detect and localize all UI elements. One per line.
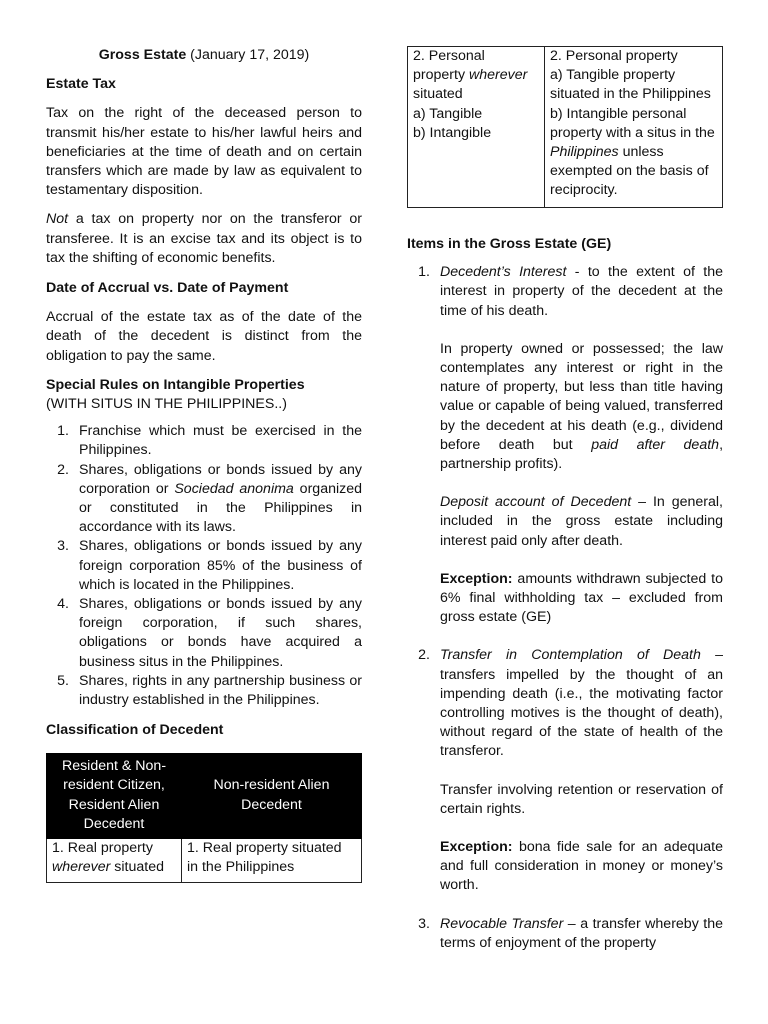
exception-label: Exception:	[440, 839, 513, 856]
table-cell: 2. Personal property wherever situated a) Tangible b) Intangible	[408, 47, 545, 208]
item-title: Transfer in Contemplation of Death	[440, 647, 701, 664]
right-column	[407, 0, 723, 953]
estate-tax-excise-note: Not a tax on property nor on the transferor or transferee. It is an excise tax and its object is to tax the shifting of economic benefits.	[46, 211, 362, 266]
gross-estate-items-heading: Items in the Gross Estate (GE)	[407, 236, 612, 252]
table-row	[408, 47, 723, 208]
page-title	[46, 46, 362, 65]
table-cell: 1. Real property situated in the Philippines	[182, 838, 362, 882]
title-date: (January 17, 2019)	[186, 47, 310, 63]
estate-tax-heading: Estate Tax	[46, 76, 116, 93]
list-item: 4. Shares, obligations or bonds issued by any foreign corporation, if such shares, obligations or bonds have acquired a business situs in the Philippines.	[57, 596, 362, 670]
not-emphasis: Not	[46, 211, 69, 228]
classification-table-continued	[407, 46, 723, 208]
table-header-row	[47, 753, 362, 838]
gross-estate-items-list	[407, 263, 723, 953]
accrual-paragraph: Accrual of the estate tax as of the date of the death of the decedent is distinct from the obligation to pay the same.	[46, 309, 362, 364]
table-cell: 1. Real property wherever situated	[47, 838, 182, 882]
special-rules-subheading: (WITH SITUS IN THE PHILIPPINES..)	[46, 396, 287, 413]
title-bold: Gross Estate	[98, 47, 187, 63]
list-item: 5. Shares, rights in any partnership business or industry established in the Philippines.	[57, 672, 362, 709]
table-header-cell: Resident & Non-resident Citizen, Resident Alien Decedent	[47, 753, 182, 838]
left-column	[46, 0, 362, 883]
list-item: 2. Shares, obligations or bonds issued by any corporation or Sociedad anonima organized or constituted in the Philippines in accordance with its laws.	[57, 461, 362, 536]
table-cell: 2. Personal property a) Tangible property situated in the Philippines b) Intangible personal property with a situs in the Philippines unless exempted on the basis of reciprocity.	[545, 47, 723, 208]
accrual-heading: Date of Accrual vs. Date of Payment	[46, 280, 289, 297]
item-title: Decedent’s Interest	[440, 264, 567, 281]
classification-heading: Classification of Decedent	[46, 722, 224, 739]
item-title: Revocable Transfer	[440, 915, 564, 932]
list-item: 1. Decedent’s Interest - to the extent of the interest in property of the decedent at the time of his death. In property owned or possessed; the law contemplates any interest or right in the nature of property, but less than title having value or capable of being valued, transferred by the decedent at his death (e.g., dividend before death but paid after death, partnership profits). Deposit account of Decedent – In general, included in the gross estate including interest paid only after death. Exception: amounts withdrawn subjected to 6% final withholding tax – excluded from gross estate (GE)	[418, 264, 724, 626]
classification-table	[46, 753, 362, 883]
list-item: 2. Transfer in Contemplation of Death – transfers impelled by the thought of an impending death (i.e., the motivating factor controlling motives is the thought of death), without regard of the state of health of the transferor. Transfer involving retention or reservation of certain rights. Exception: bona fide sale for an adequate and full consideration in money or money’s worth.	[418, 647, 723, 894]
estate-tax-definition: Tax on the right of the deceased person to transmit his/her estate to his/her lawful heirs and beneficiaries at the time of death and on certain transfers which are made by law as equivalent to testamentary disposition.	[46, 105, 362, 199]
list-item: 1. Franchise which must be exercised in the Philippines.	[57, 423, 362, 459]
special-rules-list	[46, 422, 362, 710]
table-header-cell: Non-resident Alien Decedent	[182, 753, 362, 838]
list-item: 3. Shares, obligations or bonds issued by any foreign corporation 85% of the business of which is located in the Philippines.	[57, 538, 362, 593]
list-item: 3. Revocable Transfer – a transfer whereby the terms of enjoyment of the property	[418, 915, 724, 951]
table-row	[47, 838, 362, 882]
special-rules-heading: Special Rules on Intangible Properties	[46, 376, 305, 393]
exception-label: Exception:	[440, 570, 513, 587]
